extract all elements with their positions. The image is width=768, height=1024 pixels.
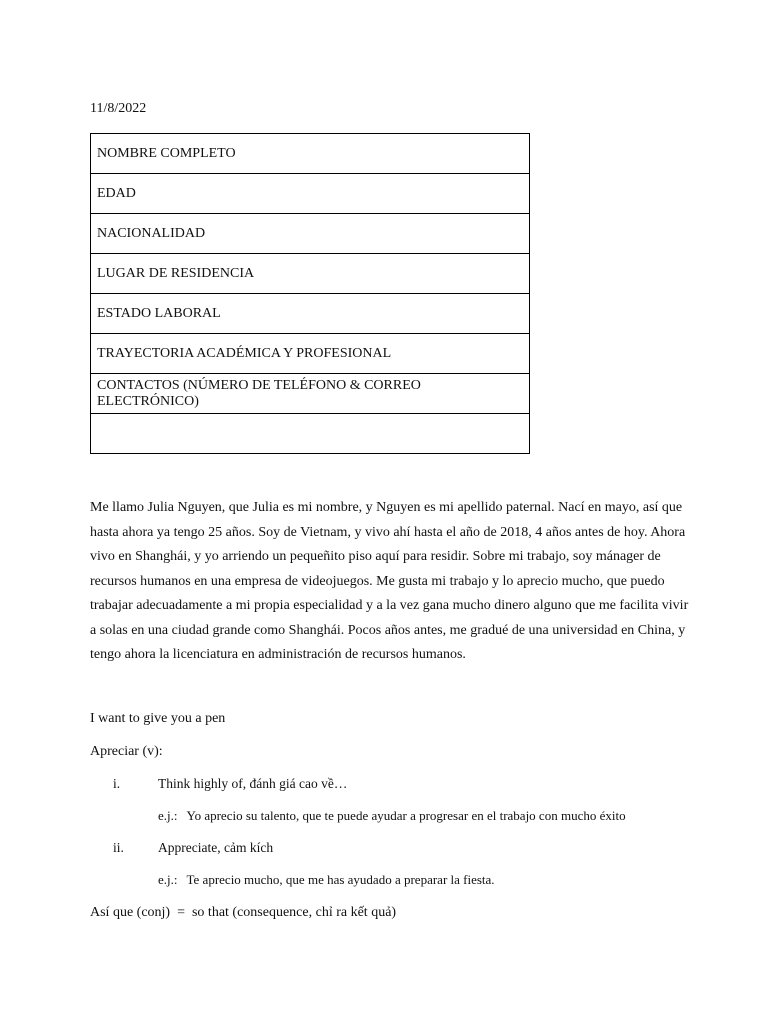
note-line-pen: I want to give you a pen (90, 711, 226, 726)
example-text: Te aprecio mucho, que me has ayudado a preparar la fiesta. (186, 872, 495, 887)
table-row (91, 334, 530, 374)
vocab-asi-que: Así que (conj) = so that (consequence, chỉ ra kết quả) (90, 905, 397, 920)
list-number-ii: ii. (113, 840, 124, 855)
definition-ii: Appreciate, cảm kích (158, 840, 274, 855)
table-row (91, 214, 530, 254)
table-cell-contacts: CONTACTOS (NÚMERO DE TELÉFONO & CORREO ELECTRÓNICO) (91, 374, 530, 414)
table-row (91, 254, 530, 294)
self-introduction-paragraph: Me llamo Julia Nguyen, que Julia es mi nombre, y Nguyen es mi apellido paternal. Nací en mayo, así que hasta ahora ya tengo 25 años. Soy de Vietnam, y vivo ahí hasta el año de 2018, 4 años antes de hoy. Ahora vivo en Shanghái, y yo arriendo un pequeñito piso aquí para residir. Sobre mi trabajo, soy mánager de recursos humanos en una empresa de videojuegos. Me gusta mi trabajo y lo aprecio mucho, que puedo trabajar adecuadamente a mi propia especialidad y a la vez gana mucho dinero alguno que me facilita vivir a solas en una ciudad grande como Shanghái. Pocos años antes, me gradué de una universidad en China, y tengo ahora la licenciatura en administración de recursos humanos. (90, 500, 689, 662)
table-cell-age: EDAD (91, 174, 530, 214)
table-cell-empty (91, 414, 530, 454)
table-cell-nationality: NACIONALIDAD (91, 214, 530, 254)
example-i (158, 807, 626, 825)
personal-info-table (90, 133, 530, 454)
vocab-heading-apreciar: Apreciar (v): (90, 744, 163, 759)
list-number-i: i. (113, 776, 121, 791)
definition-i: Think highly of, đánh giá cao về… (158, 776, 348, 791)
example-label: e.j.: (158, 808, 178, 823)
document-date: 11/8/2022 (90, 101, 147, 116)
example-label: e.j.: (158, 872, 178, 887)
example-text: Yo aprecio su talento, que te puede ayudar a progresar en el trabajo con mucho éxito (186, 808, 626, 823)
table-cell-employment: ESTADO LABORAL (91, 294, 530, 334)
table-cell-residence: LUGAR DE RESIDENCIA (91, 254, 530, 294)
table-cell-full-name: NOMBRE COMPLETO (91, 134, 530, 174)
table-row (91, 134, 530, 174)
table-row (91, 174, 530, 214)
table-cell-background: TRAYECTORIA ACADÉMICA Y PROFESIONAL (91, 334, 530, 374)
table-row (91, 374, 530, 414)
table-row (91, 414, 530, 454)
example-ii (158, 871, 495, 889)
table-row (91, 294, 530, 334)
